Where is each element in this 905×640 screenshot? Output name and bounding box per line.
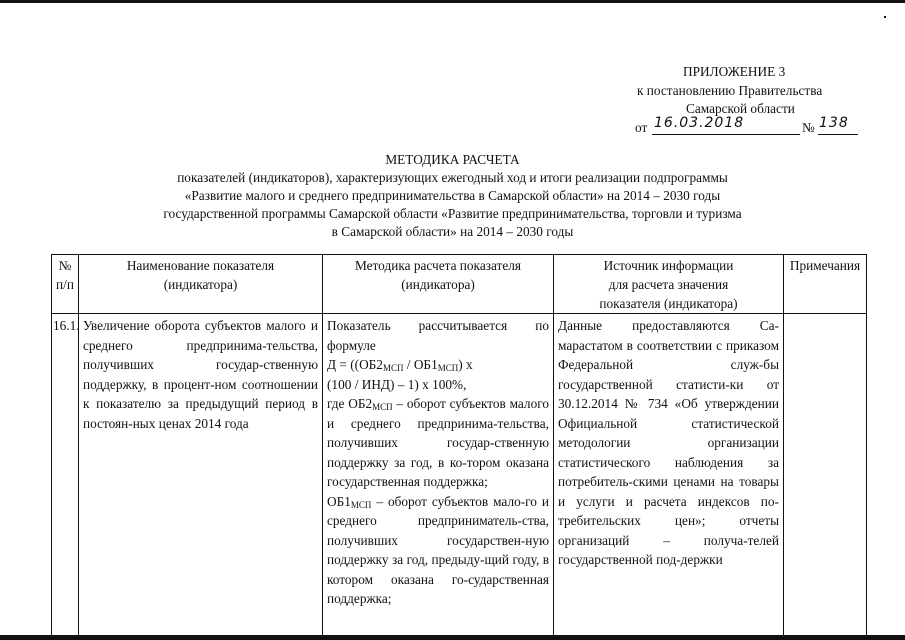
header-information-source: Источник информации для расчета значения показателя (индикатора) [554, 255, 784, 314]
appendix-line-1: к постановлению Правительства [637, 83, 823, 98]
appendix-date-handwritten: 16.03.2018 [654, 115, 745, 131]
method-ob2-definition: где $ОБ2_{МСП}$ – оборот субъектов малого и среднего предпринима-тельства, получивших государ-ственную поддержку за год, в ко-тором оказана государственная поддержка; [327, 396, 549, 489]
methodology-table [51, 254, 867, 636]
scan-speck [884, 16, 886, 18]
appendix-number-handwritten: 138 [819, 115, 849, 131]
appendix-number-prefix: № [802, 120, 815, 135]
subtitle-line-2: «Развитие малого и среднего предпринимательства в Самарской области» на 2014 – 2030 годы [184, 188, 721, 203]
method-ob1-definition: $ОБ1_{МСП}$ – оборот субъектов мало-го и среднего предприниматель-ства, получивших государствен-ную поддержку за год, предыду-щий году, в котором оказана го-сударственная поддержка; [327, 493, 549, 606]
method-formula: $Д = ((ОБ2_{МСП} / ОБ1_{МСП})$ х [327, 357, 473, 373]
appendix-date-prefix: от [635, 120, 648, 135]
row-indicator: Увеличение оборота субъектов малого и среднего предпринима-тельства, получивших государ-ственную поддержку, в процент-ном соотношении к показателю за предыдущий период в постоян-ных ценах 2014 года [79, 314, 323, 637]
subtitle-line-3: государственной программы Самарской области «Развитие предпринимательства, торговли и туризма [163, 206, 742, 221]
row-notes [784, 314, 867, 637]
header-calculation-method: Методика расчета показателя (индикатора) [323, 255, 554, 314]
table-row [52, 314, 867, 637]
table-header-row [52, 255, 867, 314]
row-method [323, 314, 554, 637]
method-formula-line-2: (100 / ИНД) – 1) х 100%, [327, 376, 467, 392]
header-indicator-name: Наименование показателя (индикатора) [79, 255, 323, 314]
subtitle-line-4: в Самарской области» на 2014 – 2030 годы [331, 224, 574, 239]
subtitle-line-1: показателей (индикаторов), характеризующих ежегодный ход и итоги реализации подпрограммы [177, 170, 728, 185]
header-notes: Примечания [784, 255, 867, 314]
document-title: МЕТОДИКА РАСЧЕТА [385, 152, 520, 167]
scan-bottom-edge [0, 635, 905, 640]
row-source: Данные предоставляются Са-марастатом в соответствии с приказом Федеральной служ-бы государственной статисти-ки от 30.12.2014 № 734 «Об утверждении Официальной статистической методологии организации статистического наблюдения за потребитель-скими ценами на товары и услуги и расчета индексов по-требительских цен»; отчеты организаций – получа-телей государственной под-держки [554, 314, 784, 637]
method-intro: Показатель рассчитывается по формуле [327, 318, 549, 353]
scan-top-edge [0, 0, 905, 3]
appendix-title: ПРИЛОЖЕНИЕ 3 [683, 64, 786, 79]
row-number: 16.1. [52, 314, 79, 637]
appendix-line-2: Самарской области [686, 101, 795, 116]
header-number: № п/п [52, 255, 79, 314]
